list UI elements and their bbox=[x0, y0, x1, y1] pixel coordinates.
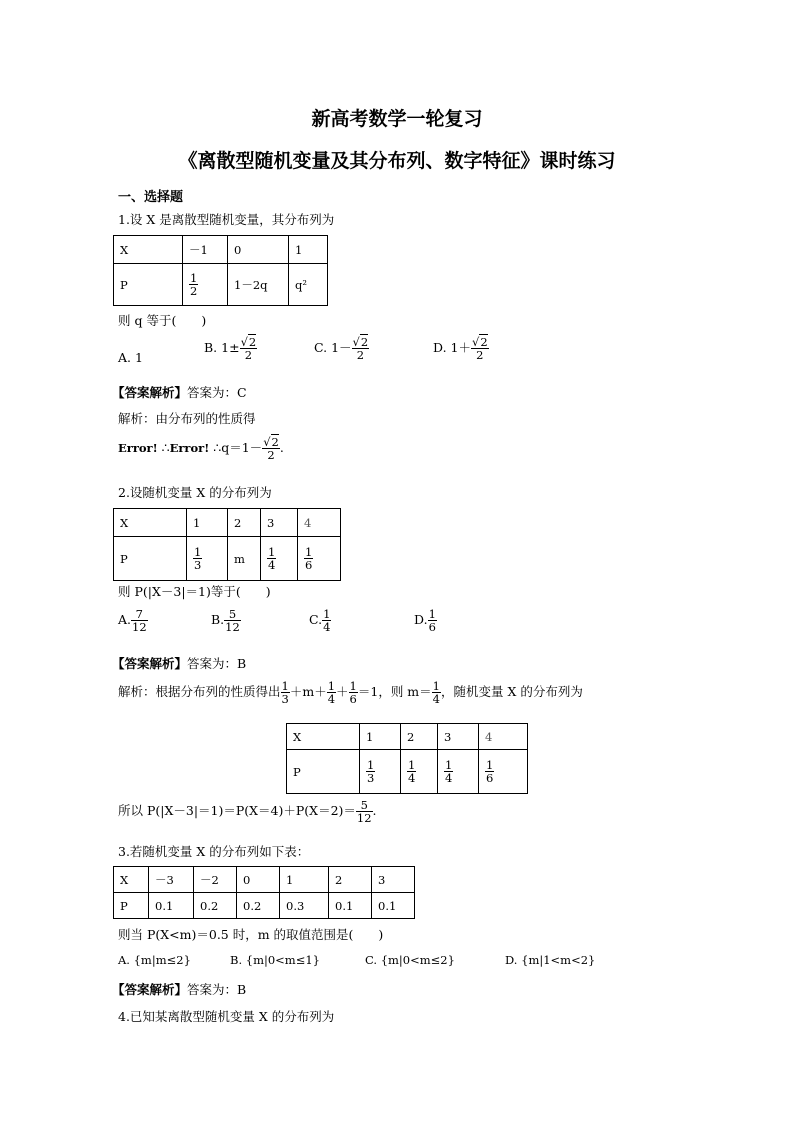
conclusion-text: 所以 P(|X－3|＝1)＝P(X＝4)＋P(X＝2)＝ bbox=[118, 803, 356, 819]
option-d bbox=[414, 608, 437, 633]
q3-cell: 0.2 bbox=[194, 893, 237, 919]
q2-cell bbox=[298, 537, 341, 581]
q1-cell: 0 bbox=[228, 236, 289, 264]
q2-stem: 2.设随机变量 X 的分布列为 bbox=[118, 485, 272, 500]
q2-table2-cell: 2 bbox=[401, 724, 438, 750]
option-c: C. {m|0<m≤2} bbox=[365, 953, 455, 967]
q1-answer bbox=[112, 383, 247, 401]
option-c-prefix: C. bbox=[309, 612, 323, 628]
q3-cell: X bbox=[114, 867, 149, 893]
fraction: $\frac{1}{3}$ bbox=[367, 757, 375, 785]
option-c bbox=[314, 336, 369, 361]
q4-stem: 4.已知某离散型随机变量 X 的分布列为 bbox=[118, 1009, 335, 1024]
option-d: D. {m|1<m<2} bbox=[505, 953, 596, 967]
q2-conclusion bbox=[118, 799, 377, 824]
q1-analysis: 解析：由分布列的性质得 bbox=[118, 411, 256, 426]
q2-analysis bbox=[118, 680, 583, 705]
q3-cell: 0.1 bbox=[149, 893, 194, 919]
fraction: $\frac{1}{4}$ bbox=[432, 679, 440, 707]
q3-cell: 1 bbox=[280, 867, 329, 893]
q1-cell: q² bbox=[289, 264, 328, 306]
fraction: $\frac{1}{4}$ bbox=[408, 757, 416, 785]
answer-tag: 【答案解析】 bbox=[112, 385, 188, 400]
option-a: A. {m|m≤2} bbox=[118, 953, 191, 967]
q3-cell: －2 bbox=[194, 867, 237, 893]
q3-cell: －3 bbox=[149, 867, 194, 893]
q2-cell: P bbox=[114, 537, 187, 581]
fraction: $\frac{1}{6}$ bbox=[486, 757, 494, 785]
error-field: Error! bbox=[169, 441, 210, 456]
analysis-text: ＋ bbox=[336, 684, 349, 700]
q1-cell: 1－2q bbox=[228, 264, 289, 306]
fraction: $\frac{√2}{2}$ bbox=[471, 335, 488, 363]
fraction: $\frac{1}{4}$ bbox=[445, 757, 453, 785]
q2-table2-cell: 3 bbox=[438, 724, 479, 750]
fraction: $\frac{1}{4}$ bbox=[268, 544, 276, 572]
q2-table2-cell bbox=[438, 750, 479, 794]
q2-cell: 2 bbox=[228, 509, 261, 537]
answer-text: 答案为：C bbox=[187, 385, 247, 400]
option-b: B. {m|0<m≤1} bbox=[230, 953, 320, 967]
q3-ask: 则当 P(X<m)＝0.5 时，m 的取值范围是( ) bbox=[118, 927, 384, 942]
q2-table2-cell bbox=[401, 750, 438, 794]
option-a bbox=[118, 608, 148, 633]
q1-table bbox=[113, 235, 328, 306]
analysis-text: 解析：根据分布列的性质得出 bbox=[118, 684, 281, 700]
q2-table2-cell: X bbox=[287, 724, 360, 750]
fraction: $\frac{1}{3}$ bbox=[281, 679, 289, 707]
answer-tag: 【答案解析】 bbox=[112, 656, 188, 671]
option-d-prefix: D. bbox=[414, 612, 428, 628]
answer-tag: 【答案解析】 bbox=[112, 982, 188, 997]
fraction: $\frac{1}{2}$ bbox=[190, 270, 198, 298]
q2-cell: X bbox=[114, 509, 187, 537]
q2-cell: 1 bbox=[187, 509, 228, 537]
fraction: $\frac{√2}{2}$ bbox=[240, 335, 257, 363]
q1-cell bbox=[183, 264, 228, 306]
q1-result bbox=[118, 436, 284, 461]
option-b-prefix: B. 1± bbox=[204, 340, 240, 356]
q2-cell: m bbox=[228, 537, 261, 581]
answer-text: 答案为：B bbox=[187, 982, 247, 997]
option-b-prefix: B. bbox=[211, 612, 225, 628]
option-a: A. 1 bbox=[118, 350, 143, 365]
fraction: $\frac{1}{4}$ bbox=[323, 607, 331, 635]
q3-cell: 2 bbox=[329, 867, 372, 893]
q3-cell: P bbox=[114, 893, 149, 919]
q2-ask: 则 P(|X－3|＝1)等于( ) bbox=[118, 584, 271, 599]
q3-cell: 0.3 bbox=[280, 893, 329, 919]
fraction: $\frac{1}{3}$ bbox=[194, 544, 202, 572]
option-a-prefix: A. bbox=[118, 612, 132, 628]
page-title: 新高考数学一轮复习 bbox=[311, 108, 483, 130]
fraction: $\frac{7}{12}$ bbox=[132, 607, 147, 635]
q3-cell: 0 bbox=[237, 867, 280, 893]
q2-table bbox=[113, 508, 341, 581]
analysis-text: ，随机变量 X 的分布列为 bbox=[440, 684, 583, 700]
q2-table2-cell: 4 bbox=[479, 724, 528, 750]
analysis-text: ＝1，则 m＝ bbox=[357, 684, 432, 700]
q3-cell: 0.1 bbox=[372, 893, 415, 919]
q2-cell: 4 bbox=[298, 509, 341, 537]
option-b bbox=[211, 608, 241, 633]
answer-text: 答案为：B bbox=[187, 656, 247, 671]
q2-table2-cell bbox=[360, 750, 401, 794]
q3-cell: 0.2 bbox=[237, 893, 280, 919]
q1-stem: 1.设 X 是离散型随机变量，其分布列为 bbox=[118, 212, 335, 227]
q3-cell: 0.1 bbox=[329, 893, 372, 919]
fraction: $\frac{1}{6}$ bbox=[428, 607, 436, 635]
section-heading: 一、选择题 bbox=[118, 190, 184, 205]
q2-table2-cell: P bbox=[287, 750, 360, 794]
q2-cell bbox=[261, 537, 298, 581]
q1-cell: 1 bbox=[289, 236, 328, 264]
fraction: $\frac{1}{6}$ bbox=[305, 544, 313, 572]
q2-answer bbox=[112, 654, 246, 672]
q2-cell bbox=[187, 537, 228, 581]
option-d bbox=[433, 336, 489, 361]
q1-ask: 则 q 等于( ) bbox=[118, 313, 207, 328]
q3-stem: 3.若随机变量 X 的分布列如下表： bbox=[118, 844, 310, 859]
q2-table2-cell: 1 bbox=[360, 724, 401, 750]
result-end: . bbox=[279, 440, 284, 456]
fraction: $\frac{5}{12}$ bbox=[225, 607, 240, 635]
option-d-prefix: D. 1＋ bbox=[433, 340, 471, 356]
option-c-prefix: C. 1－ bbox=[314, 340, 352, 356]
q3-table bbox=[113, 866, 415, 919]
q2-cell: 3 bbox=[261, 509, 298, 537]
option-c bbox=[309, 608, 331, 633]
q1-cell: X bbox=[114, 236, 183, 264]
option-b bbox=[204, 336, 257, 361]
conclusion-end: . bbox=[372, 803, 377, 819]
fraction: $\frac{√2}{2}$ bbox=[352, 335, 369, 363]
q2-table2 bbox=[286, 723, 528, 794]
fraction: $\frac{1}{6}$ bbox=[349, 679, 357, 707]
fraction: $\frac{5}{12}$ bbox=[356, 798, 372, 826]
q1-cell: －1 bbox=[183, 236, 228, 264]
q3-answer bbox=[112, 980, 246, 998]
q1-options bbox=[118, 341, 143, 375]
error-field: Error! bbox=[118, 441, 158, 456]
result-prefix: ∴q＝1－ bbox=[213, 440, 263, 456]
q2-table2-cell bbox=[479, 750, 528, 794]
fraction: $\frac{1}{4}$ bbox=[327, 679, 336, 707]
q3-cell: 3 bbox=[372, 867, 415, 893]
q1-cell: P bbox=[114, 264, 183, 306]
analysis-text: ＋m＋ bbox=[289, 684, 327, 700]
therefore-symbol: ∴ bbox=[161, 440, 170, 456]
fraction: $\frac{√2}{2}$ bbox=[263, 435, 279, 463]
page-subtitle: 《离散型随机变量及其分布列、数字特征》课时练习 bbox=[178, 150, 616, 172]
